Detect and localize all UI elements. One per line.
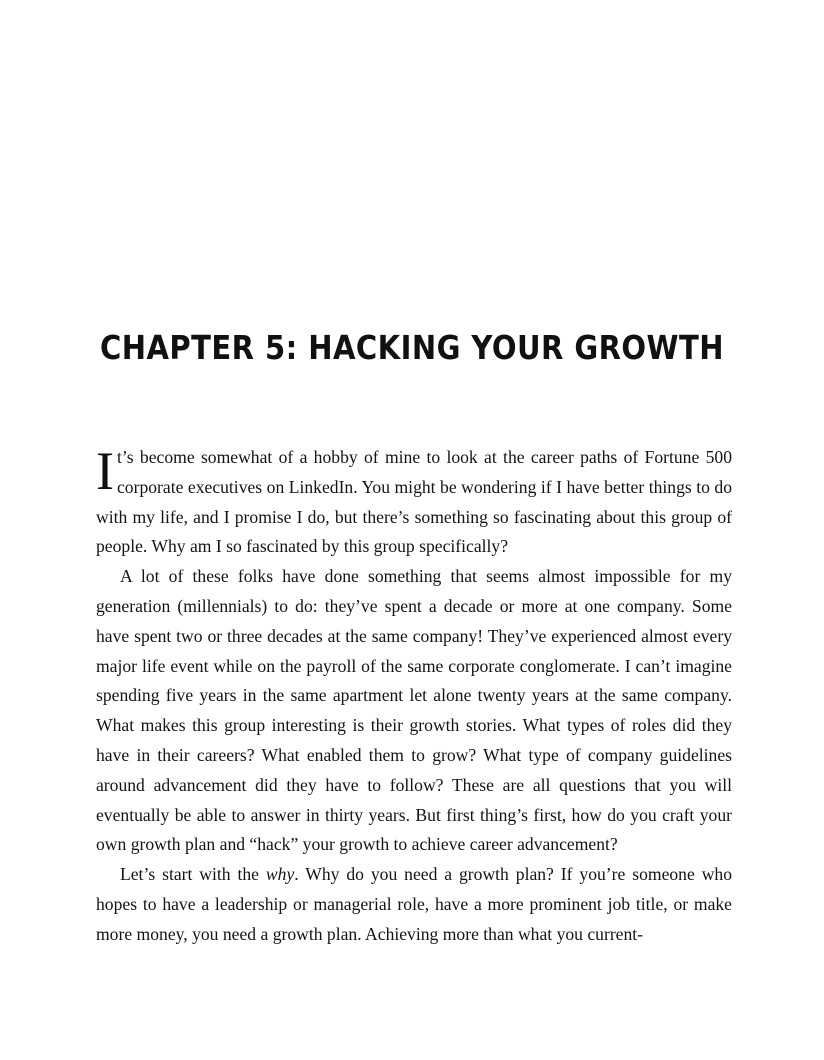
paragraph-2: A lot of these folks have done something that seems almost impossible for my generation (millennials) to do: they’ve spent a decade or more at one company. Some have spent two or three decades at the same company! They’ve experienced almost every major life event while on the payroll of the same corporate conglomerate. I can’t imagine spending five years in the same apartment let alone twenty years at the same company. What makes this group interesting is their growth stories. What types of roles did they have in their careers? What enabled them to grow? What type of company guidelines around advancement did they have to follow? These are all questions that you will eventually be able to answer in thirty years. But first thing’s first, how do you craft your own growth plan and “hack” your growth to achieve career advancement? [96, 566, 732, 855]
paragraph-3-lead: Let’s start with the [120, 864, 266, 885]
emphasis-why: why [265, 864, 295, 885]
drop-cap: I [96, 441, 114, 501]
chapter-title: CHAPTER 5: HACKING YOUR GROWTH [99, 328, 725, 367]
paragraph-3-rest: . Why do you need a growth plan? If you’re someone who hopes to have a leadership or managerial role, have a more prominent job title, or make more money, you need a growth plan. Achieving more than what you current- [96, 864, 732, 944]
chapter-body [96, 443, 732, 950]
paragraph-3 [96, 860, 732, 949]
paragraph-1-text: t’s become somewhat of a hobby of mine to look at the career paths of Fortune 500 corporate executives on LinkedIn. You might be wondering if I have better things to do with my life, and I promise I do, but there’s something so fascinating about this group of people. Why am I so fascinated by this group specifically? [96, 447, 732, 557]
paragraph-1 [96, 443, 732, 562]
